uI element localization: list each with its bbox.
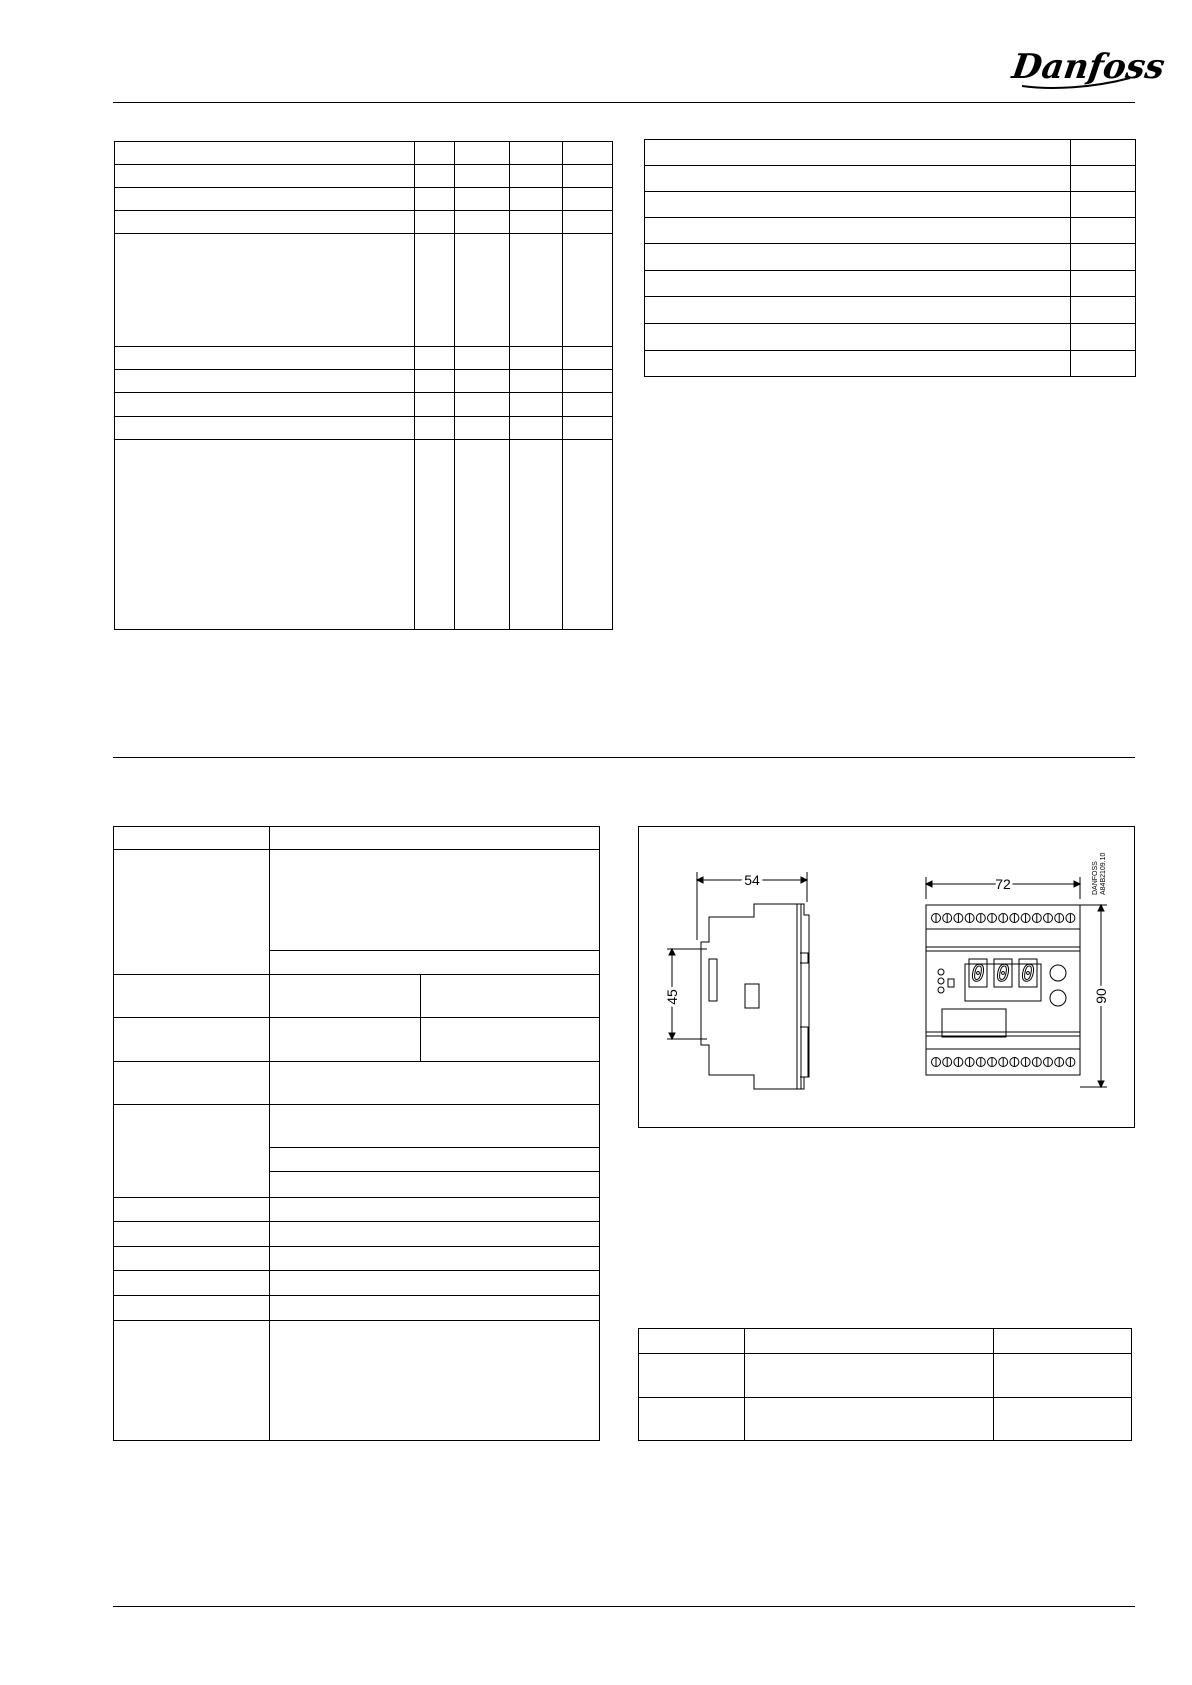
dim-rail-height: 45 <box>664 989 680 1005</box>
dimension-drawing <box>638 826 1135 1128</box>
spec-table-top-left <box>114 141 613 630</box>
display-digit: 0 <box>1021 962 1035 987</box>
danfoss-logo <box>1009 42 1168 92</box>
seven-segment-display <box>969 959 1037 987</box>
dim-side-width: 54 <box>744 872 760 888</box>
spec-table-bottom-right <box>638 1328 1132 1441</box>
spec-table-bottom-left <box>113 826 600 1441</box>
dim-front-height: 90 <box>1093 988 1109 1004</box>
dimension-drawing-svg <box>639 827 1134 1127</box>
section-rule <box>113 757 1135 758</box>
side-view <box>667 872 809 1089</box>
footer-rule <box>113 1606 1135 1607</box>
header-rule <box>113 102 1135 103</box>
terminal-row-top <box>932 914 1075 923</box>
drawing-code-line1: DANFOSS <box>1092 861 1099 895</box>
drawing-code-line2: A84B2109.10 <box>1100 852 1107 895</box>
display-digit: 0 <box>971 962 985 987</box>
spec-table-top-right <box>644 139 1136 377</box>
front-view <box>926 877 1107 1087</box>
dim-front-width: 72 <box>995 876 1011 892</box>
terminal-row-bottom <box>932 1058 1075 1067</box>
display-digit: 0 <box>996 962 1010 987</box>
logo-wordmark: Danfoss <box>1009 47 1168 87</box>
